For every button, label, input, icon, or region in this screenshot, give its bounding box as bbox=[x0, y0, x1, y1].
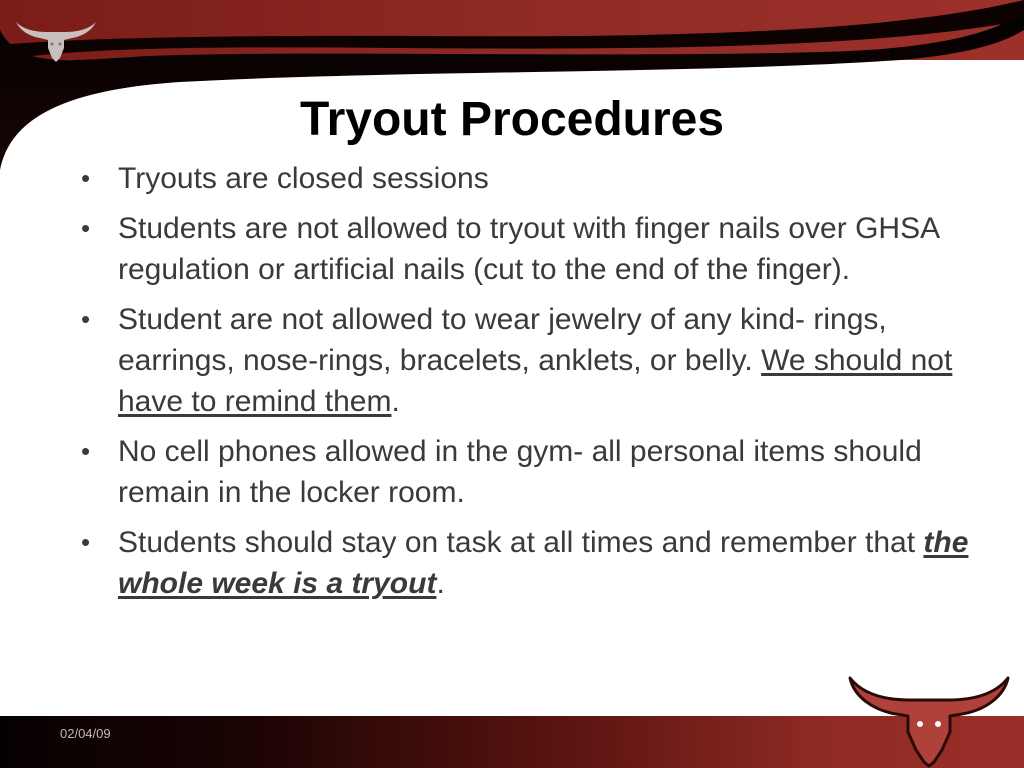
bullet-text: Students are not allowed to tryout with finger nails over GHSA regulation or artificial nails (cut to the end of the finger). bbox=[118, 212, 939, 286]
emphasis-text: the whole week is a tryout bbox=[118, 526, 969, 600]
longhorn-horns-bottom bbox=[850, 678, 1008, 766]
bullet-text: No cell phones allowed in the gym- all personal items should remain in the locker room. bbox=[118, 435, 922, 509]
slide-title: Tryout Procedures bbox=[299, 93, 725, 146]
bullet-dot-icon: • bbox=[81, 436, 91, 466]
longhorn-icon bbox=[14, 14, 98, 66]
list-item bbox=[73, 522, 973, 604]
underlined-text: We should not have to remind them bbox=[118, 344, 953, 418]
bullet-text-end: . bbox=[436, 567, 445, 600]
list-item bbox=[73, 208, 973, 290]
bullet-dot-icon: • bbox=[81, 304, 91, 334]
bullet-dot-icon: • bbox=[81, 213, 91, 243]
list-item bbox=[73, 158, 973, 199]
bullet-text: Student are not allowed to wear jewelry of any kind- rings, earrings, nose-rings, bracelets, anklets, or belly. bbox=[118, 303, 887, 377]
longhorn-icon bbox=[846, 666, 1012, 768]
bullet-list bbox=[73, 158, 973, 613]
bullet-dot-icon: • bbox=[81, 163, 91, 193]
longhorn-horns-top bbox=[16, 22, 96, 62]
bullet-text-end: . bbox=[391, 385, 400, 418]
bullet-text: Tryouts are closed sessions bbox=[118, 162, 489, 195]
list-item bbox=[73, 299, 973, 422]
bullet-text: Students should stay on task at all times and remember that bbox=[118, 526, 924, 559]
list-item bbox=[73, 431, 973, 513]
bullet-dot-icon: • bbox=[81, 527, 91, 557]
footer-date: 02/04/09 bbox=[60, 726, 111, 741]
